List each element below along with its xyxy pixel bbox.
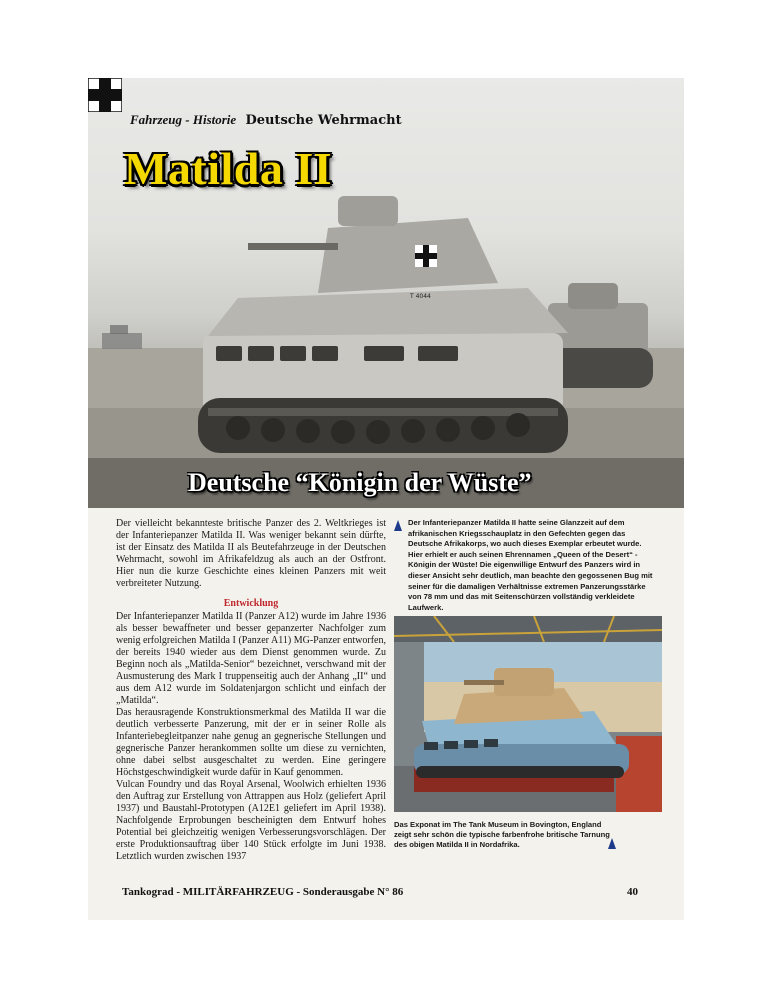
body-column-right	[394, 518, 656, 613]
hero-photo	[88, 78, 684, 508]
article-title: Matilda II	[124, 143, 333, 194]
balkenkreuz-icon	[88, 78, 122, 112]
hull-marking: T 4044	[410, 293, 431, 300]
body-paragraph: Das herausragende Konstruktionsmerkmal des Matilda II war die deutlich verbesserte Panzerung, mit der er in seiner Rolle als Infanteriebegleitpanzer nahe genug an gegnerische Stellungen und gegnerische Panzer herankommen sollte um diese zu vernichten, ohne dabei selbst ausgeschaltet zu werden. Eine geringere Höchstgeschwindigkeit wurde dafür in Kauf genommen.	[116, 707, 386, 778]
page-number: 40	[627, 886, 638, 898]
publication-footer: Tankograd - MILITÄRFAHRZEUG - Sonderausgabe N° 86	[122, 886, 404, 898]
intro-paragraph: Der vielleicht bekannteste britische Panzer des 2. Weltkrieges ist der Infanteriepanzer Matilda II. Was weniger bekannt sein dürfte, ist der Einsatz des Matilda II als Beutefahrzeuge in der Deutschen Wehrmacht, sowohl im Afrikafeldzug als auch an der Ostfront. Hier nun die kurze Geschichte eines kleinen Panzers mit weit verbreiteter Nutzung.	[116, 518, 386, 589]
body-paragraph: Vulcan Foundry und das Royal Arsenal, Woolwich erhielten 1936 den Auftrag zur Erstellung von Attrappen aus Holz (geliefert April 1937) und Baustahl-Prototypen (A12E1 geliefert im April 1938). Nachfolgende Erprobungen bescheinigten dem Entwurf hohes Potential bei gleichzeitig wenigen Verbesserungsvorschlägen. Der erste Produktionsauftrag über 140 Stück erfolgte im Juni 1938. Letztlich wurden zwischen 1937	[116, 779, 386, 862]
kicker-line	[130, 112, 402, 128]
article-subtitle: Deutsche “Königin der Wüste”	[188, 468, 532, 497]
photo-caption: Das Exponat im The Tank Museum in Bovington, England zeigt sehr schön die typische farbenfrohe britische Tarnung des obigen Matilda II in Nordafrika.	[394, 820, 610, 849]
museum-photo	[394, 616, 662, 812]
blue-triangle-icon	[394, 520, 402, 531]
magazine-page	[88, 78, 684, 920]
kicker-section-label: Deutsche Wehrmacht	[245, 113, 402, 128]
body-column-left	[116, 518, 386, 863]
side-note-block	[394, 518, 656, 613]
museum-tank-illustration	[394, 616, 662, 812]
section-heading: Entwicklung	[223, 598, 279, 609]
body-paragraph: Der Infanteriepanzer Matilda II (Panzer A12) wurde im Jahre 1936 als besser bewaffneter und besser gepanzerter Nachfolger zum wenig erfolgreichen Matilda I (Panzer A11) MG-Panzer entworfen, der bereits 1940 wieder aus dem Dienst genommen wurde. Zu Beginn noch als „Matilda-Senior“ bezeichnet, verschwand mit der Ausmusterung des Mark I truppenseitig auch der Anhang „II“ und aus dem A12 wurde im Soldatenjargon schlicht und einfach der „Matilda“.	[116, 611, 386, 706]
side-note: Der Infanteriepanzer Matilda II hatte seine Glanzzeit auf dem afrikanischen Kriegsschauplatz in den Gefechten gegen das Deutsche Afrikakorps, wo auch dieses Exemplar erbeutet wurde. Hier erhielt er auch seinen Ehrennamen „Queen of the Desert“ - Königin der Wüste! Die eigenwillige Entwurf des Panzers wird in dieser Ansicht sehr deutlich, man beachte den gegossenen Bug mit seiner für die damaligen Verhältnisse extremen Panzerungsstärke von 78 mm und das mit Seitenschürzen vollständig verkleidete Laufwerk.	[408, 518, 653, 612]
kicker-label: Fahrzeug - Historie	[130, 112, 237, 127]
blue-triangle-icon	[608, 838, 616, 849]
